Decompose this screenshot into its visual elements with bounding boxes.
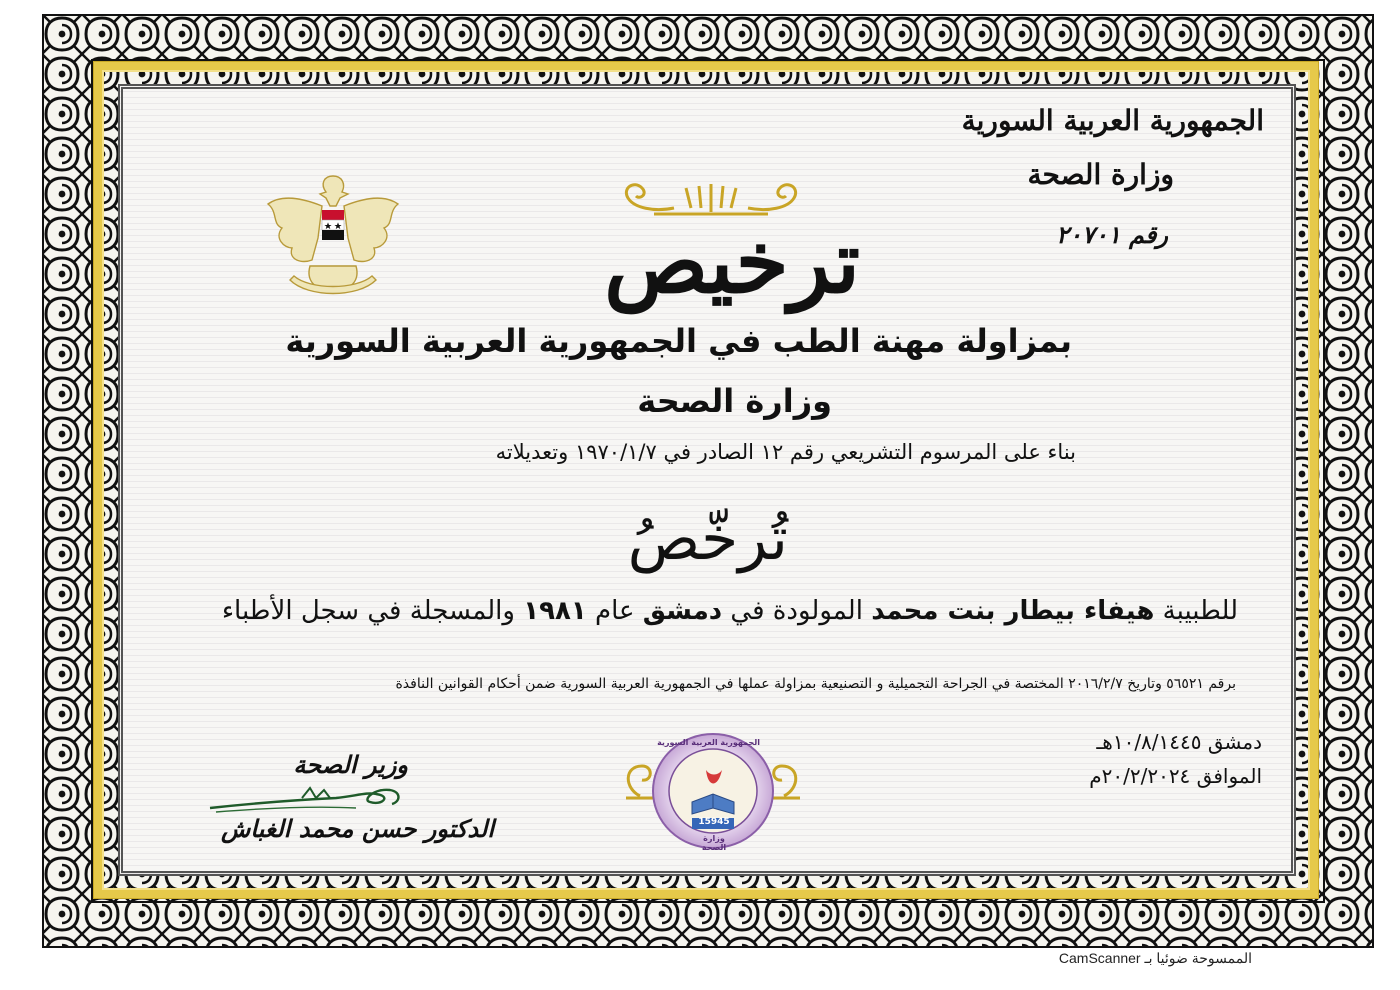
minister-name: الدكتور حسن محمد الغباش (220, 814, 494, 843)
handwritten-signature (206, 784, 406, 814)
decree-line: بناء على المرسوم التشريعي رقم ١٢ الصادر في ١٩٧٠/١/٧ وتعديلاته (495, 440, 1076, 464)
license-number: رقم ٢٠٧٠١ (1056, 220, 1168, 249)
hijri-date: دمشق ١٠/٨/١٤٤٥هـ (1096, 730, 1262, 754)
gregorian-date: الموافق ٢٠/٢/٢٠٢٤م (1089, 764, 1262, 788)
licensee-line (222, 596, 1238, 626)
country-heading: الجمهورية العربية السورية (961, 104, 1264, 137)
licensee-name: هيفاء بيطار بنت محمد (871, 596, 1155, 626)
ministry-line: وزارة الصحة (637, 382, 832, 420)
practice-line: بمزاولة مهنة الطب في الجمهورية العربية السورية (285, 322, 1072, 360)
ministry-heading: وزارة الصحة (1027, 158, 1174, 191)
stamp-text: الجمهورية العربية السورية (657, 738, 760, 747)
stamp-number: 15945 (698, 817, 730, 827)
year-label: عام (594, 596, 635, 626)
name-suffix: والمسجلة في سجل الأطباء (221, 596, 515, 626)
birth-city: دمشق (642, 596, 723, 626)
minister-title: وزير الصحة (293, 750, 408, 779)
name-prefix: للطبيبة (1162, 596, 1238, 626)
scanner-watermark: الممسوحة ضوئيا بـ CamScanner (1058, 950, 1252, 966)
registration-detail: برقم ٥٦٥٢١ وتاريخ ٢٠١٦/٢/٧ المختصة في الجراحة التجميلية و التصنيعية بمزاولة عملها في الجمهورية العربية السورية ضمن أحكام القوانين النافذة (395, 676, 1236, 692)
grant-word: تُرخّصُ (627, 504, 788, 574)
birth-label: المولودة في (730, 596, 863, 626)
stamp-ministry: وزارة الصحة (701, 834, 727, 852)
syria-eagle-emblem-icon (262, 168, 404, 304)
birth-year: ١٩٨١ (523, 596, 587, 626)
certificate-title: ترخيص (604, 212, 860, 313)
